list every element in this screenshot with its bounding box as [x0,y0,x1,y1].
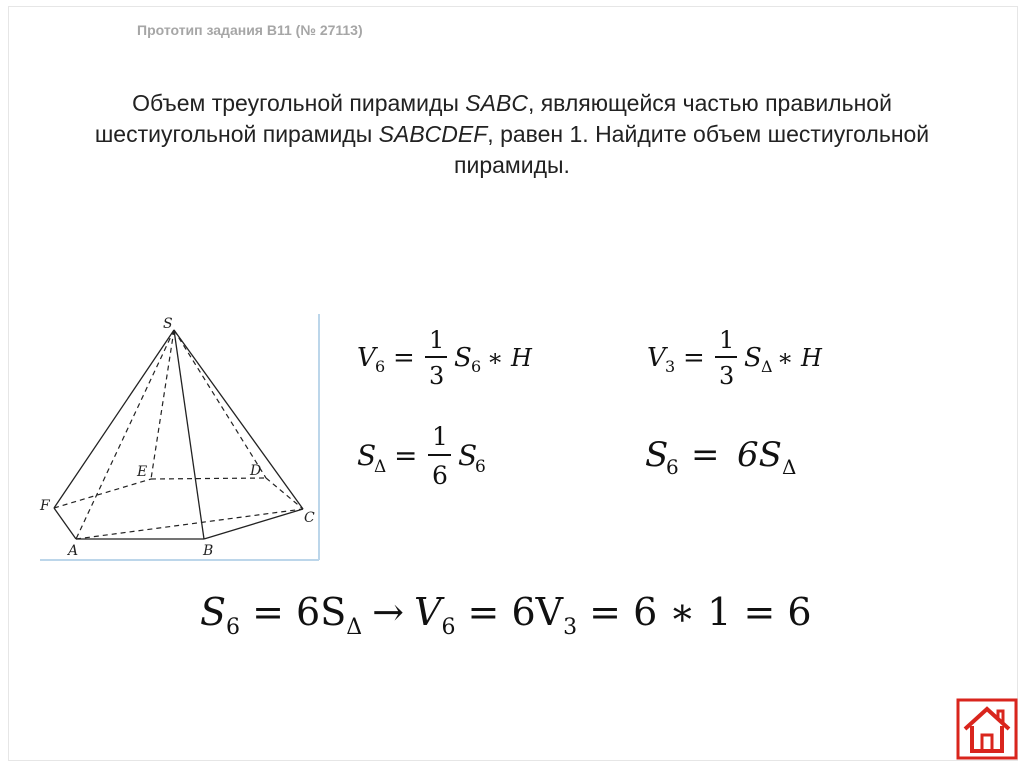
edge-SB [174,330,204,539]
vertex-label-e: E [137,464,148,480]
v6-rest: ∗ H [487,344,532,372]
v3-mid: S [744,343,762,373]
v6-numerator: 1 [429,326,445,354]
statement-part1: Объем треугольной пирамиды [132,90,466,116]
s6-lhs-sub: 6 [666,455,679,478]
formula-v6 [355,318,555,392]
sdelta-numerator: 1 [432,422,448,451]
edge-BC [204,509,303,539]
edge-ED [151,478,266,479]
slide-subtitle: Прототип задания B11 (№ 27113) [137,22,363,38]
sdelta-equals: = [394,439,418,472]
problem-statement [60,88,964,181]
vertex-label-d: D [250,463,262,479]
s6-rhs-sub: Δ [782,455,797,478]
v6-lhs: V [357,343,376,373]
v3-lhs-sub: 3 [665,357,676,376]
formula-sdelta [355,415,505,491]
v3-mid-sub: Δ [761,357,773,376]
sdelta-denominator: 6 [432,461,448,490]
sdelta-mid-sub: 6 [475,457,486,477]
sdelta-mid: S [458,439,478,472]
v3-denominator: 3 [719,362,735,390]
sdelta-lhs-sub: Δ [374,457,387,477]
s6-equals: = [691,435,720,475]
vertex-label-s: S [163,316,173,332]
v3-rest: ∗ H [777,344,822,372]
v6-denominator: 3 [429,362,445,390]
statement-sabc: SABC [465,90,528,116]
edge-SE [151,330,174,479]
home-icon [956,698,1018,760]
vertex-label-b: B [203,543,214,559]
v6-mid-sub: 6 [471,357,482,376]
formula-final [196,585,836,641]
edge-SF [54,330,174,508]
edge-AC [76,509,303,539]
statement-sabcdef: SABCDEF [378,121,488,147]
pyramid-figure [38,312,323,562]
vertex-label-a: A [68,543,79,559]
edge-SD [174,330,266,478]
statement-part3: , равен 1. Найдите объем шестиугольной пирамиды. [454,121,930,178]
v6-mid: S [454,343,472,373]
v3-lhs: V [647,343,666,373]
s6-rhs: 6S [737,435,782,475]
edge-SA [76,330,174,539]
vertex-label-c: C [304,510,315,526]
v6-lhs-sub: 6 [375,357,386,376]
final-s6: $S_6 = 6S_\Delta \to V_6 = 6V_3 = 6$ ∗ 1 = 6 [200,590,812,640]
edge-SC [174,330,303,509]
v3-equals: = [683,343,705,373]
edge-FE [54,479,151,508]
v6-equals: = [393,343,415,373]
statement-part2: , являющейся частью правильной шестиугольной пирамиды [94,90,892,147]
sdelta-lhs: S [357,439,377,472]
vertex-label-f: F [40,498,50,514]
home-button[interactable] [956,698,1018,760]
edge-FA [54,508,76,539]
s6-lhs: S [645,435,669,475]
v3-numerator: 1 [719,326,735,354]
formula-v3 [645,318,845,392]
formula-s6 [643,428,813,478]
